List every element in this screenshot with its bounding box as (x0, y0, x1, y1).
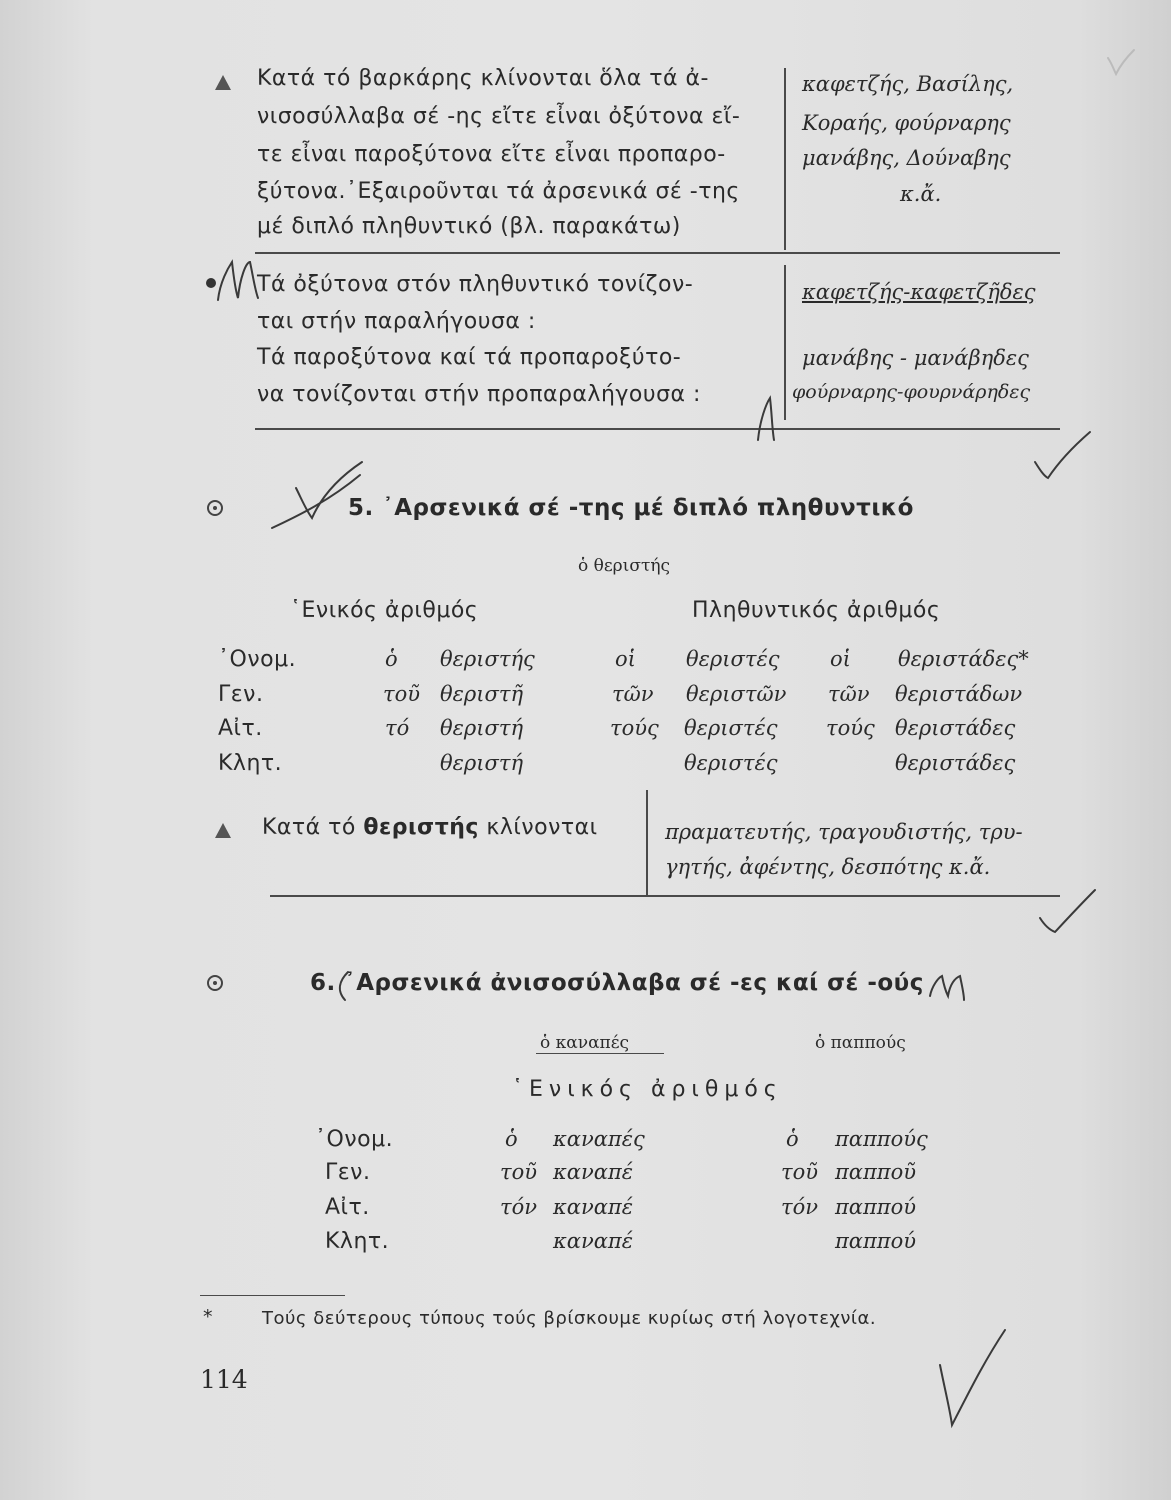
article-1: τοῦ (500, 1160, 538, 1184)
section5-singular-header: ῾Ενικός ἀριθμός (290, 598, 479, 623)
rule1-line-1: Κατά τό βαρκάρης κλίνονται ὅλα τά ἀ- (257, 66, 709, 91)
form-1: καναπέ (553, 1160, 633, 1184)
case-label: Αἰτ. (325, 1195, 370, 1220)
plural-form-1: θεριστές (684, 716, 778, 740)
case-label: ᾿Ονομ. (218, 647, 297, 672)
section6-title: 6. ᾿Αρσενικά ἀνισοσύλλαβα σέ -ες καί σέ -ούς (310, 970, 924, 996)
plural-article-2: τῶν (828, 682, 870, 706)
check-mark-icon (940, 1330, 1005, 1425)
form-1: καναπέ (553, 1229, 633, 1253)
form-1: καναπέ (553, 1195, 633, 1219)
check-mark-icon (1108, 50, 1134, 74)
plural-form-2: θεριστάδες (895, 751, 1016, 775)
case-label: ᾿Ονομ. (315, 1127, 394, 1152)
singular-form: θεριστή (440, 751, 524, 775)
case-label: Κλητ. (218, 751, 283, 776)
handwritten-m-mark-icon (218, 262, 258, 300)
plural-article: τῶν (612, 682, 654, 706)
form-1: καναπές (553, 1127, 645, 1151)
section6-word-2: ὁ παππούς (815, 1033, 906, 1053)
plural-article: τούς (610, 716, 659, 740)
bracket-mark-icon (340, 972, 348, 1000)
rule2-line-4: να τονίζονται στήν προπαραλήγουσα : (257, 382, 701, 407)
form-2: παππούς (835, 1127, 928, 1151)
plural-form-2: θεριστάδων (895, 682, 1023, 706)
rule1-line-5: μέ διπλό πληθυντικό (βλ. παρακάτω) (257, 214, 681, 239)
footnote-mark: * (203, 1306, 213, 1328)
check-mark-icon (1040, 890, 1095, 932)
rule1-line-2: νισοσύλλαβα σέ -ης εἴτε εἶναι ὀξύτονα εἴ- (257, 104, 741, 129)
strike-mark-icon (272, 475, 360, 528)
article-2: τοῦ (781, 1160, 819, 1184)
plural-form-2: θεριστάδες* (898, 647, 1029, 671)
rule2-example-1: καφετζής-καφετζῆδες (802, 280, 1036, 304)
case-label: Γεν. (325, 1160, 371, 1185)
singular-form: θεριστή (440, 716, 524, 740)
form-2: παππού (835, 1229, 916, 1253)
rule1-example-2: Κοραής, φούρναρης (802, 111, 1011, 135)
plural-form-2: θεριστάδες (895, 716, 1016, 740)
rule2-line-3: Τά παροξύτονα καί τά προπαροξύτο- (257, 345, 682, 370)
article-2: τόν (781, 1195, 819, 1219)
article: τοῦ (383, 682, 421, 706)
check-mark-icon (296, 462, 362, 518)
plural-form-1: θεριστῶν (686, 682, 787, 706)
rule1-line-4: ξύτονα.᾿Εξαιροῦνται τά ἀρσενικά σέ -της (257, 179, 740, 204)
plural-article-2: τούς (826, 716, 875, 740)
singular-form: θεριστῆ (440, 682, 524, 706)
handwritten-m-mark-icon (930, 976, 964, 1000)
section6-word-1: ὁ καναπές (540, 1033, 630, 1053)
section5-rule-text: Κατά τό θεριστής κλίνονται (262, 815, 598, 840)
plural-form-1: θεριστές (686, 647, 780, 671)
article-2: ὁ (786, 1127, 799, 1151)
rule1-example-4: κ.ἄ. (900, 182, 942, 206)
plural-form-1: θεριστές (684, 751, 778, 775)
form-2: παππού (835, 1195, 916, 1219)
plural-article: οἱ (615, 647, 636, 671)
section5-rule-example-2: γητής, ἀφέντης, δεσπότης κ.ἄ. (665, 855, 991, 879)
article-1: ὁ (505, 1127, 518, 1151)
section6-header: ῾Ενικός ἀριθμός (512, 1077, 783, 1102)
section5-word: ὁ θεριστής (578, 556, 671, 576)
page-number: 114 (200, 1365, 248, 1394)
rule1-example-1: καφετζής, Βασίλης, (802, 72, 1014, 96)
section5-title: 5. ᾿Αρσενικά σέ -της μέ διπλό πληθυντικό (348, 495, 914, 521)
plural-article-2: οἱ (830, 647, 851, 671)
form-2: παπποῦ (835, 1160, 916, 1184)
article-1: τόν (500, 1195, 538, 1219)
rule2-example-3: φούρναρης-φουρνάρηδες (792, 381, 1031, 403)
handwritten-m-mark-icon (758, 398, 774, 440)
section5-plural-header: Πληθυντικός ἀριθμός (692, 598, 941, 623)
case-label: Αἰτ. (218, 716, 263, 741)
rule1-example-3: μανάβης, Δούναβης (802, 146, 1011, 170)
article: τό (385, 716, 410, 740)
article: ὁ (385, 647, 398, 671)
rule1-line-3: τε εἶναι παροξύτονα εἴτε εἶναι προπαρο- (257, 142, 726, 167)
rule2-line-1: Τά ὀξύτονα στόν πληθυντικό τονίζον- (257, 272, 694, 297)
check-mark-icon (1035, 432, 1090, 478)
footnote-text: Τούς δεύτερους τύπους τούς βρίσκουμε κυρίως στή λογοτεχνία. (262, 1308, 877, 1329)
singular-form: θεριστής (440, 647, 535, 671)
section5-rule-example-1: πραματευτής, τραγουδιστής, τρυ- (665, 820, 1023, 844)
rule2-line-2: ται στήν παραλήγουσα : (257, 309, 536, 334)
rule2-example-2: μανάβης - μανάβηδες (802, 346, 1029, 370)
case-label: Γεν. (218, 682, 264, 707)
case-label: Κλητ. (325, 1229, 390, 1254)
